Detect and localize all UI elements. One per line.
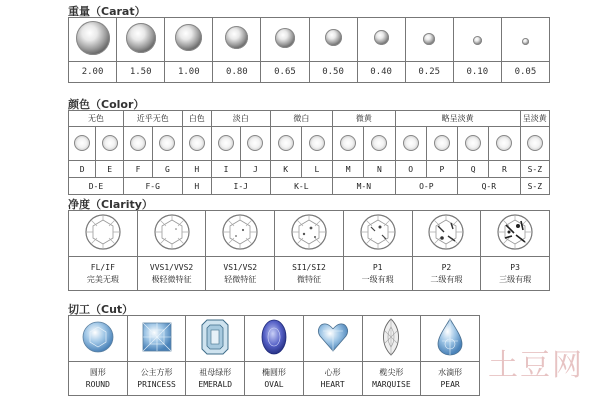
diamond-icon — [325, 29, 342, 46]
color-grade: P — [426, 161, 457, 178]
color-grade: O — [395, 161, 426, 178]
color-gem-cell — [69, 127, 96, 161]
clarity-code: VS1/VS2 — [223, 262, 258, 272]
clarity-table — [68, 210, 550, 291]
carat-gem-cell — [261, 18, 309, 62]
diamond-outline-icon — [218, 135, 234, 151]
diamond-outline-icon — [340, 135, 356, 151]
color-range: H — [182, 178, 211, 195]
color-table — [68, 110, 550, 195]
clarity-desc: 微特征 — [296, 274, 321, 284]
carat-gem-cell — [69, 18, 117, 62]
diamond-outline-icon — [130, 135, 146, 151]
clarity-gem-cell — [137, 211, 206, 257]
diamond-outline-icon — [102, 135, 118, 151]
cut-section-title: 切工（Cut） — [68, 303, 134, 316]
cut-gem-cell — [186, 316, 245, 362]
carat-value: 0.65 — [261, 62, 309, 83]
clarity-desc: 完美无瑕 — [86, 274, 119, 284]
carat-value: 0.40 — [357, 62, 405, 83]
diamond-outline-icon — [465, 135, 481, 151]
diamond-outline-icon — [247, 135, 263, 151]
carat-gem-cell — [405, 18, 453, 62]
color-range: F-G — [123, 178, 182, 195]
color-group-label: 白色 — [182, 111, 211, 127]
color-grade: N — [364, 161, 395, 178]
clarity-label — [69, 257, 138, 291]
color-range: I-J — [211, 178, 270, 195]
cut-en: EMERALD — [198, 379, 233, 389]
diamond-outline-icon — [527, 135, 543, 151]
color-grade: H — [182, 161, 211, 178]
color-gem-cell — [211, 127, 240, 161]
carat-value: 1.00 — [165, 62, 213, 83]
diamond-outline-icon — [496, 135, 512, 151]
clarity-desc: 三级有瑕 — [499, 274, 532, 284]
carat-gem-cell — [165, 18, 213, 62]
diamond-icon — [423, 33, 435, 45]
color-gem-cell — [270, 127, 301, 161]
color-gem-cell — [489, 127, 520, 161]
cut-en: ROUND — [85, 379, 110, 389]
watermark: 土豆网 — [488, 348, 584, 383]
color-group-label: 微白 — [270, 111, 333, 127]
princess-cut-icon — [139, 319, 175, 355]
diamond-icon — [175, 24, 202, 51]
color-group-label: 近乎无色 — [123, 111, 182, 127]
oval-cut-icon — [256, 317, 292, 357]
color-gem-cell — [520, 127, 549, 161]
cut-cn: 心形 — [324, 367, 341, 377]
cut-en: PEAR — [440, 379, 460, 389]
diamond-top-icon — [495, 212, 535, 252]
diamond-top-icon — [289, 212, 329, 252]
color-gem-cell — [241, 127, 270, 161]
heart-cut-icon — [315, 319, 351, 355]
clarity-code: P3 — [510, 262, 520, 272]
clarity-desc: 二级有瑕 — [430, 274, 463, 284]
clarity-gem-cell — [343, 211, 412, 257]
diamond-icon — [374, 30, 389, 45]
color-gem-cell — [153, 127, 182, 161]
carat-gem-cell — [213, 18, 261, 62]
color-grade: R — [489, 161, 520, 178]
color-section-title: 颜色（Color） — [68, 98, 145, 111]
carat-section-title: 重量（Carat） — [68, 5, 146, 18]
clarity-gem-cell — [206, 211, 275, 257]
emerald-cut-icon — [197, 317, 233, 357]
diamond-icon — [473, 36, 482, 45]
color-gem-cell — [364, 127, 395, 161]
color-grade: F — [123, 161, 152, 178]
carat-value: 0.80 — [213, 62, 261, 83]
color-grade: I — [211, 161, 240, 178]
color-grade: L — [301, 161, 332, 178]
clarity-label — [412, 257, 481, 291]
marquise-cut-icon — [373, 317, 409, 357]
carat-value: 0.10 — [453, 62, 501, 83]
cut-gem-cell — [69, 316, 128, 362]
diamond-outline-icon — [189, 135, 205, 151]
color-grade: J — [241, 161, 270, 178]
carat-value: 0.50 — [309, 62, 357, 83]
round-cut-icon — [80, 319, 116, 355]
carat-value: 0.05 — [501, 62, 549, 83]
clarity-code: P2 — [441, 262, 452, 272]
cut-gem-cell — [421, 316, 480, 362]
carat-gem-cell — [501, 18, 549, 62]
diamond-icon — [522, 38, 529, 45]
clarity-gem-cell — [275, 211, 344, 257]
cut-gem-cell — [303, 316, 362, 362]
cut-en: MARQUISE — [372, 379, 411, 389]
color-gem-cell — [333, 127, 364, 161]
color-grade: S-Z — [520, 161, 549, 178]
diamond-top-icon — [358, 212, 398, 252]
color-gem-cell — [301, 127, 332, 161]
diamond-outline-icon — [434, 135, 450, 151]
cut-cn: 圆形 — [89, 367, 106, 377]
cut-label — [186, 362, 245, 396]
color-grade: E — [96, 161, 123, 178]
color-gem-cell — [182, 127, 211, 161]
carat-table — [68, 17, 550, 83]
color-range: D-E — [69, 178, 124, 195]
color-grade: M — [333, 161, 364, 178]
clarity-desc: 极轻微特征 — [151, 274, 192, 284]
cut-table — [68, 315, 480, 396]
diamond-top-icon — [152, 212, 192, 252]
color-group-label: 呈淡黄 — [520, 111, 549, 127]
cut-gem-cell — [127, 316, 186, 362]
carat-value: 2.00 — [69, 62, 117, 83]
clarity-code: VVS1/VVS2 — [149, 262, 194, 272]
cut-cn: 公主方形 — [140, 367, 173, 377]
color-grade: G — [153, 161, 182, 178]
carat-value: 1.50 — [117, 62, 165, 83]
color-gem-cell — [123, 127, 152, 161]
clarity-label — [275, 257, 344, 291]
color-group-label: 略呈淡黄 — [395, 111, 520, 127]
diamond-outline-icon — [74, 135, 90, 151]
clarity-label — [206, 257, 275, 291]
color-range: Q-R — [458, 178, 521, 195]
cut-label — [362, 362, 421, 396]
color-range: S-Z — [520, 178, 549, 195]
color-gem-cell — [395, 127, 426, 161]
diamond-top-icon — [83, 212, 123, 252]
diamond-icon — [275, 28, 295, 48]
clarity-desc: 一级有瑕 — [361, 274, 394, 284]
clarity-code: SI1/SI2 — [292, 262, 326, 272]
clarity-gem-cell — [412, 211, 481, 257]
color-gem-cell — [458, 127, 489, 161]
diamond-outline-icon — [159, 135, 175, 151]
diamond-outline-icon — [278, 135, 294, 151]
clarity-desc: 轻微特征 — [224, 274, 257, 284]
color-group-label: 微黄 — [333, 111, 396, 127]
carat-gem-cell — [309, 18, 357, 62]
cut-gem-cell — [245, 316, 304, 362]
diamond-outline-icon — [403, 135, 419, 151]
clarity-section-title: 净度（Clarity） — [68, 198, 153, 211]
pear-cut-icon — [432, 317, 468, 357]
cut-cn: 水滴形 — [438, 367, 463, 377]
diamond-icon — [225, 26, 248, 49]
clarity-code: FL/IF — [90, 262, 115, 272]
color-group-label: 淡白 — [211, 111, 270, 127]
color-grade: Q — [458, 161, 489, 178]
clarity-gem-cell — [481, 211, 550, 257]
carat-gem-cell — [117, 18, 165, 62]
color-grade: K — [270, 161, 301, 178]
cut-cn: 榄尖形 — [379, 367, 404, 377]
cut-en: OVAL — [264, 379, 284, 389]
clarity-gem-cell — [69, 211, 138, 257]
cut-label — [421, 362, 480, 396]
diamond-outline-icon — [371, 135, 387, 151]
color-range: K-L — [270, 178, 333, 195]
color-range: M-N — [333, 178, 396, 195]
cut-en: PRINCESS — [137, 379, 176, 389]
diamond-icon — [76, 21, 110, 55]
carat-value: 0.25 — [405, 62, 453, 83]
clarity-code: P1 — [372, 262, 383, 272]
carat-gem-cell — [357, 18, 405, 62]
color-grade: D — [69, 161, 96, 178]
cut-label — [303, 362, 362, 396]
cut-label — [127, 362, 186, 396]
diamond-top-icon — [220, 212, 260, 252]
color-group-label: 无色 — [69, 111, 124, 127]
clarity-label — [343, 257, 412, 291]
cut-gem-cell — [362, 316, 421, 362]
clarity-label — [137, 257, 206, 291]
color-range: O-P — [395, 178, 458, 195]
cut-cn: 椭圆形 — [261, 367, 286, 377]
diamond-outline-icon — [309, 135, 325, 151]
color-gem-cell — [426, 127, 457, 161]
cut-cn: 祖母绿形 — [199, 367, 232, 377]
cut-en: HEART — [320, 379, 345, 389]
color-gem-cell — [96, 127, 123, 161]
diamond-top-icon — [426, 212, 466, 252]
carat-gem-cell — [453, 18, 501, 62]
cut-label — [245, 362, 304, 396]
diamond-icon — [126, 23, 156, 53]
clarity-label — [481, 257, 550, 291]
cut-label — [69, 362, 128, 396]
